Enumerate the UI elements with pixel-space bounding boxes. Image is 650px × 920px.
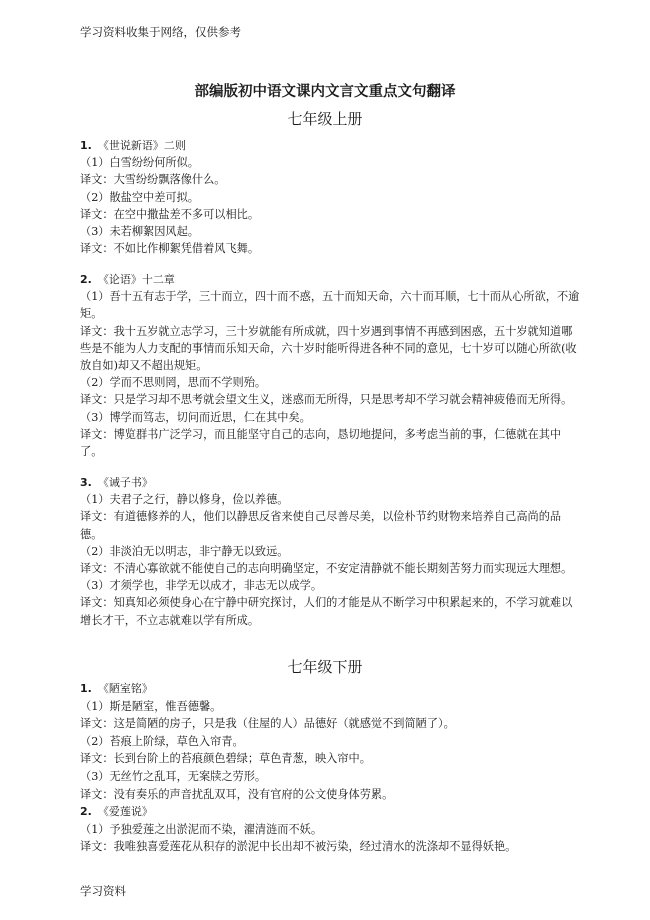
translation: 译文：大雪纷纷飘落像什么。	[80, 173, 226, 187]
source-sentence: （1）斯是陋室，惟吾德馨。	[80, 699, 222, 713]
translation: 译文：我十五岁就立志学习，三十岁就能有所成就，四十岁遇到事情不再感到困惑，五十岁就知道哪些是不能为人力支配的事情而乐知天命，六十岁时能听得进各种不同的意见，七十岁可以随心所欲(收放自如)却又不超出规矩。	[80, 324, 577, 373]
source-sentence: （2）学而不思则罔，思而不学则殆。	[80, 376, 267, 390]
source-sentence: （2）非淡泊无以明志，非宁静无以致远。	[80, 544, 289, 558]
source-sentence: （2）散盐空中差可拟。	[80, 190, 199, 204]
section-lower-grade	[80, 680, 580, 856]
source-sentence: （3）才须学也，非学无以成才，非志无以成学。	[80, 579, 323, 593]
section-heading: 1. 《世说新语》二则	[80, 139, 186, 152]
translation: 译文：只是学习却不思考就会望文生义，迷惑而无所得，只是思考却不学习就会精神疲倦而无所得。	[80, 393, 573, 407]
source-sentence: （3）未若柳絮因风起。	[80, 225, 199, 239]
source-sentence: （3）博学而笃志，切问而近思，仁在其中矣。	[80, 410, 311, 424]
source-sentence: （1）予独爱莲之出淤泥而不染，濯清涟而不妖。	[80, 822, 323, 836]
translation: 译文：在空中撒盐差不多可以相比。	[80, 207, 260, 221]
source-sentence: （1）白雪纷纷何所似。	[80, 156, 199, 170]
grade-heading-upper: 七年级上册	[287, 110, 363, 128]
translation: 译文：不如比作柳絮凭借着风飞舞。	[80, 242, 260, 256]
source-sentence: （3）无丝竹之乱耳，无案牍之劳形。	[80, 769, 267, 783]
footer-note: 学习资料	[80, 884, 126, 898]
section-heading: 2. 《爱莲说》	[80, 805, 153, 819]
section-shishuo-xinyu	[80, 137, 580, 257]
section-heading: 3. 《诫子书》	[80, 476, 153, 489]
section-heading: 2. 《论语》十二章	[80, 273, 175, 286]
translation: 译文：知真知必须使身心在宁静中研究探讨，人们的才能是从不断学习中积累起来的，不学习就难以增长才干，不立志就难以学有所成。	[80, 596, 573, 627]
translation: 译文：没有奏乐的声音扰乱双耳，没有官府的公文使身体劳累。	[80, 787, 394, 801]
translation: 译文：这是简陋的房子，只是我（住屋的人）品德好（就感觉不到简陋了）。	[80, 717, 455, 731]
document-title: 部编版初中语文课内文言文重点文句翻译	[194, 83, 456, 100]
source-sentence: （1）夫君子之行，静以修身，俭以养德。	[80, 493, 289, 507]
translation: 译文：长到台阶上的苔痕颜色碧绿；草色青葱，映入帘中。	[80, 752, 371, 766]
header-note: 学习资料收集于网络，仅供参考	[80, 25, 241, 39]
translation: 译文：有道德修养的人，他们以静思反省来使自己尽善尽美，以俭朴节约财物来培养自己高尚的品德。	[80, 510, 562, 541]
translation: 译文：不清心寡欲就不能使自己的志向明确坚定，不安定清静就不能长期刻苦努力而实现远大理想。	[80, 562, 573, 576]
source-sentence: （2）苔痕上阶绿，草色入帘青。	[80, 734, 244, 748]
section-jiezishu	[80, 474, 580, 629]
grade-heading-lower: 七年级下册	[287, 658, 363, 676]
source-sentence: （1）吾十五有志于学，三十而立，四十而不惑，五十而知天命，六十而耳顺，七十而从心所欲，不逾矩。	[80, 290, 580, 321]
translation: 译文：博览群书广泛学习，而且能坚守自己的志向，恳切地提问，多考虑当前的事，仁德就在其中了。	[80, 427, 562, 459]
section-lunyu	[80, 271, 580, 460]
translation: 译文：我唯独喜爱莲花从积存的淤泥中长出却不被污染，经过清水的洗涤却不显得妖艳。	[80, 840, 517, 854]
section-heading: 1. 《陋室铭》	[80, 682, 153, 695]
